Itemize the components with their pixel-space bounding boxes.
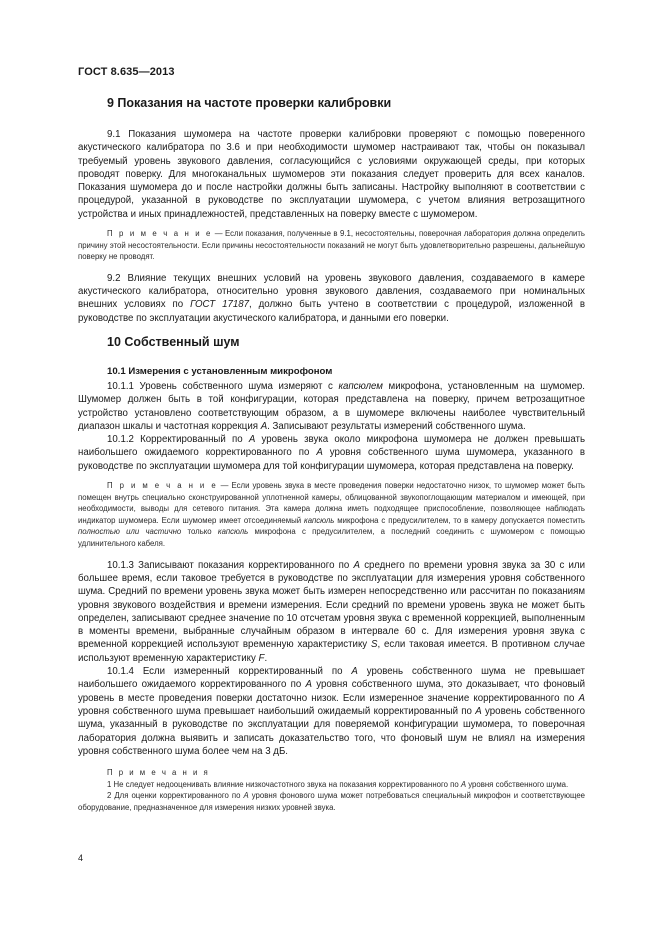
section-9-body bbox=[78, 128, 585, 325]
note-label: П р и м е ч а н и е bbox=[107, 481, 218, 491]
document-header: ГОСТ 8.635—2013 bbox=[78, 66, 175, 78]
note-9-1 bbox=[78, 228, 585, 263]
text-run: 10.1.1 Уровень собственного шума измеряют с bbox=[107, 381, 339, 392]
text-run-italic: A bbox=[351, 666, 358, 678]
text-run: уровень звука около микрофона шумомера не должен превышать наибольшего ожидаемого корректированного по bbox=[78, 434, 585, 459]
text-run: — Если уровень звука в месте проведения поверки недостаточно низок, то шумомер может быть помещен внутрь специально сконструированной уплотненной камеры, облицованной звукопоглощающим материалом и имеющей, при необходимости, выводы для сетевого питания. Эта камера должна иметь подходящее приспособление, позволяющее наблюдать индикатор шумомера. Если шумомер имеет отсоединяемый bbox=[78, 481, 585, 525]
text-run-italic: A bbox=[248, 434, 256, 446]
text-run: уровня собственного шума шумомера, указанного в руководстве по эксплуатации шумомера для той конфигурации шумомера, которая представлена на поверку. bbox=[78, 447, 585, 472]
text-run: уровень собственного шума не превышает наибольшего ожидаемого корректированного по bbox=[78, 666, 585, 691]
text-run: уровня собственного шума. bbox=[466, 779, 569, 789]
text-run-italic: капсюлем bbox=[338, 381, 383, 392]
note-2 bbox=[78, 790, 585, 813]
text-run-italic: A bbox=[243, 791, 249, 801]
text-run: . Записывают результаты измерений собственного шума. bbox=[267, 420, 526, 432]
note-1 bbox=[78, 779, 585, 791]
text-run-italic: A bbox=[305, 679, 312, 691]
paragraph-10-1-1 bbox=[78, 380, 585, 433]
paragraph-9-1: 9.1 Показания шумомера на частоте проверки калибровки проверяют с помощью поверенного акустического калибратора по 3.6 и при необходимости шумомер настраивают так, чтобы он показывал требуемый уровень звукового давления, согласующийся с условиями окружающей среды, при которых проводят поверку. Для многоканальных шумомеров эти показания следует проверить для всех каналов. Показания шумомера до и после настройки должны быть записаны. Настройку выполняют в соответствии с процедурой, указанной в руководстве по эксплуатации шумомера, с учетом влияния ветрозащитного устройства и иных принадлежностей, представленных на поверку вместе с шумомером. bbox=[78, 129, 585, 220]
paragraph-10-1-2 bbox=[78, 433, 585, 473]
text-run: 2 Для оценки корректированного по bbox=[107, 791, 244, 801]
text-run: микрофона с предусилителем, то в камеру допускается поместить bbox=[334, 515, 585, 525]
text-run: 10.1.3 Записывают показания корректированного по bbox=[107, 559, 354, 571]
paragraph-10-1-3 bbox=[78, 559, 585, 665]
text-run: 1 Не следует недооценивать влияние низкочастотного звука на показания корректированного по bbox=[107, 779, 461, 789]
text-run-italic: полностью или частично bbox=[78, 527, 182, 537]
text-run-italic: капсюль bbox=[304, 515, 335, 525]
text-run: , если таковая имеется. В противном случае используют временную характеристику bbox=[78, 639, 585, 664]
text-run-italic: A bbox=[578, 692, 585, 704]
text-run: уровня собственного шума превышает наибольший ожидаемый корректированный по bbox=[78, 705, 476, 717]
text-run: 10.1.4 Если измеренный корректированный по bbox=[107, 666, 352, 678]
paragraph-9-2 bbox=[78, 272, 585, 325]
text-run-italic: A bbox=[316, 447, 323, 459]
section-10-title: 10 Собственный шум bbox=[107, 335, 240, 349]
note-label: П р и м е ч а н и е bbox=[107, 229, 213, 239]
text-run: . bbox=[264, 652, 268, 664]
text-run-italic: S bbox=[370, 639, 378, 651]
standard-reference: ГОСТ 17187 bbox=[190, 299, 250, 311]
text-run: уровня собственного шума, это доказывает, что фоновый уровень в месте проведения поверки достаточно низок. Если измеренное значение корректированного по bbox=[78, 679, 585, 704]
text-run-italic: A bbox=[353, 559, 360, 571]
text-run-italic: F bbox=[258, 652, 265, 664]
text-run: микрофона, установленным на шумомер. Шумомер должен быть в той конфигурации, которая представлена на поверку, причем ветрозащитное устройство установлено соответствующим образом, а в шумомере включены наиболее чувствительный диапазон шкалы и частотная коррекция bbox=[78, 381, 585, 432]
section-9-title: 9 Показания на частоте проверки калибровки bbox=[107, 96, 392, 110]
text-run: 10.1.2 Корректированный по bbox=[107, 434, 249, 446]
text-run: уровня фонового шума может потребоваться специальный микрофон и соответствующее оборудование, предназначенное для измерения низких уровней звука. bbox=[78, 791, 585, 812]
text-run-italic: A bbox=[260, 420, 268, 432]
note-text: — Если показания, полученные в 9.1, несостоятельны, поверочная лаборатория должна определить причину этой несостоятельности. Если причины несостоятельности показаний не могут быть удовлетворительно разрешены, дальнейшую поверку не проводят. bbox=[78, 229, 585, 262]
text-run: уровень собственного шума, указанный в руководстве по эксплуатации для поверяемой конфигурации шумомера, то поверочная лаборатория должна выявить и записать доказательство того, что фоновый шум не влиял на измерения уровня собственного шума более чем на 3 дБ. bbox=[78, 705, 585, 757]
text-run-italic: A bbox=[475, 705, 482, 717]
note-10-1-2 bbox=[78, 480, 585, 550]
text-run: 9.2 Влияние текущих внешних условий на уровень звукового давления, создаваемого в камере акустического калибратора, относительно уровня звукового давления, создаваемого при номинальных внешних условиях по bbox=[78, 272, 585, 311]
text-run: среднего по времени уровня звука за 30 с или большее время, если таковое требуется в руководстве по эксплуатации для измерения уровня собственного шума. Средний по времени уровень звука может быть измерен непосредственно или рассчитан по показаниям уровня звукового воздействия и времени измерения. Если средний по времени уровень звука не может быть определен, записывают среднее значение по 10 отсчетам уровня звука с временной коррекцией, выполненным в моменты времени, выбранные случайным образом в интервале 60 с. Для измерения уровня звука с временной коррекцией используют временную характеристику bbox=[78, 559, 585, 651]
text-run: микрофона с предусилителем, а последний соединить с шумомером с помощью удлинительного кабеля. bbox=[78, 527, 585, 549]
text-run-italic: капсюль bbox=[217, 527, 249, 537]
section-10-body bbox=[78, 380, 585, 813]
text-run: , должно быть учтено в соответствии с процедурой, изложенной в руководстве по эксплуатации акустического калибратора, и данными его поверки. bbox=[78, 299, 585, 324]
notes-label bbox=[78, 767, 585, 779]
text-run: только bbox=[181, 527, 218, 537]
notes-heading: П р и м е ч а н и я bbox=[107, 768, 210, 778]
subsection-10-1-title: 10.1 Измерения с установленным микрофоном bbox=[107, 366, 333, 377]
paragraph-10-1-4 bbox=[78, 665, 585, 758]
text-run-italic: A bbox=[460, 779, 467, 789]
page-number: 4 bbox=[78, 853, 84, 863]
